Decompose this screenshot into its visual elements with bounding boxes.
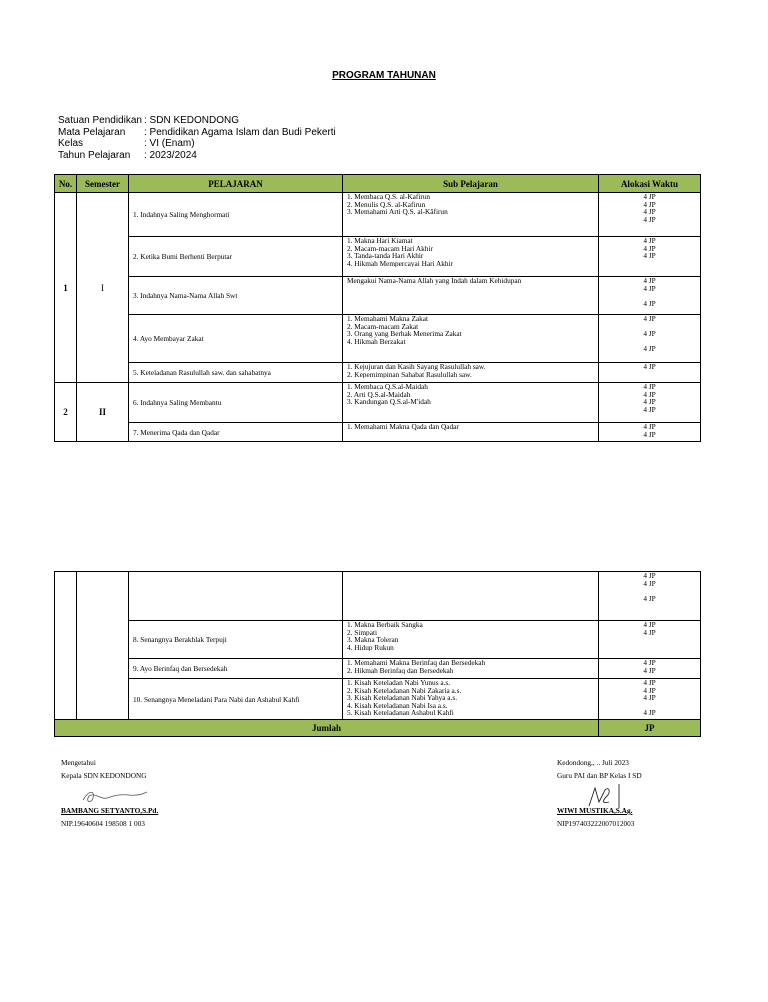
alokasi-value: 4 JP (643, 345, 656, 353)
alokasi-cell (599, 383, 701, 423)
alokasi-value: 4 JP (643, 383, 656, 391)
row-no (55, 572, 77, 720)
row-semester: I (77, 193, 129, 383)
info-value: : 2023/2024 (144, 149, 197, 161)
sub-lessons (343, 423, 599, 442)
sub-lesson: 2. Kepemimpinan Sahabat Rasulullah saw. (347, 370, 472, 379)
program-table-continued (54, 571, 701, 737)
alokasi-cell (599, 423, 701, 442)
sub-lesson: 1. Memahami Makna Zakat (347, 315, 429, 323)
alokasi-cell (599, 193, 701, 237)
total-label: Jumlah (55, 720, 599, 737)
sub-lesson: Mengakui Nama-Nama Allah yang Indah dalam Kehidupan (347, 277, 522, 285)
document-title: PROGRAM TAHUNAN (332, 70, 436, 81)
sub-lesson: 3. Memahami Arti Q.S. al-Kāfirun (347, 208, 448, 216)
alokasi-value (599, 702, 700, 710)
alokasi-cell (599, 315, 701, 363)
info-label: Tahun Pelajaran (58, 149, 131, 161)
header-semester: Semester (77, 175, 129, 193)
lesson-title: 7. Menerima Qada dan Qadar (129, 423, 343, 442)
lesson-title: 4. Ayo Membayar Zakat (129, 315, 343, 363)
signature-block-teacher (557, 756, 642, 830)
info-row (58, 115, 336, 127)
sub-lesson: 5. Kisah Keteladanan Ashabul Kahfi (347, 709, 454, 717)
alokasi-value: 4 JP (643, 277, 656, 285)
info-row (58, 138, 336, 150)
row-no: 2 (55, 383, 77, 442)
alokasi-value: 4 JP (643, 284, 656, 293)
alokasi-value: 4 JP (643, 215, 656, 224)
signature-image (79, 786, 149, 808)
table-row (55, 315, 701, 363)
sub-lessons (343, 237, 599, 277)
lesson-title: 10. Senangnya Meneladani Para Nabi dan Ashabul Kahfi (129, 679, 343, 720)
sub-lesson: 1. Kisah Keteladan Nabi Yunus a.s. (347, 679, 451, 687)
sub-lesson: 2. Macam-macam Zakat (347, 322, 419, 331)
sub-lesson: 1. Makna Hari Kiamat (347, 237, 413, 245)
alokasi-value: 4 JP (643, 659, 656, 667)
header-pelajaran: PELAJARAN (129, 175, 343, 193)
alokasi-cell (599, 621, 701, 659)
sub-lessons (343, 363, 599, 383)
info-value: : SDN KEDONDONG (144, 115, 240, 126)
alokasi-value (599, 338, 700, 346)
table-row (55, 237, 701, 277)
alokasi-value: 4 JP (643, 572, 656, 580)
info-label: Mata Pelajaran (58, 126, 126, 138)
sub-lesson: 1. Kejujuran dan Kasih Sayang Rasulullah saw. (347, 363, 486, 371)
signature-line2: Guru PAI dan BP Kelas I SD (557, 771, 642, 780)
header-alokasi-waktu: Alokasi Waktu (599, 175, 701, 193)
signatory-nip: NIP197403222007012003 (557, 819, 635, 828)
alokasi-value: 4 JP (643, 694, 656, 702)
sub-lesson: 2. Hikmah Berinfaq dan Bersedekah (347, 666, 454, 675)
lesson-title: 9. Ayo Berinfaq dan Bersedekah (129, 659, 343, 679)
signatory-name: BAMBANG SETYANTO,S.Pd. (61, 806, 159, 815)
alokasi-value: 4 JP (643, 686, 656, 695)
signatory-name: WIWI MUSTIKA,S.Ag. (557, 806, 633, 815)
alokasi-cell (599, 572, 701, 621)
sub-lesson: 3. Orang yang Berhak Menerima Zakat (347, 330, 462, 338)
sub-lesson: 3. Tanda-tanda Hari Akhir (347, 252, 424, 260)
signature-block-principal (61, 756, 158, 830)
table-row (55, 363, 701, 383)
sub-lesson: 2. Simpati (347, 628, 377, 637)
table-row (55, 383, 701, 423)
signature-line1: Kedondong,, .. Juli 2023 (557, 758, 629, 767)
alokasi-value: 4 JP (643, 679, 656, 687)
alokasi-cell (599, 277, 701, 315)
sub-lesson: 4. Kisah Keteladanan Nabi Isa a.s. (347, 701, 448, 710)
alokasi-value: 4 JP (643, 299, 656, 308)
alokasi-value: 4 JP (643, 208, 656, 216)
alokasi-value: 4 JP (643, 330, 656, 338)
signatory-nip: NIP.19640604 198508 1 003 (61, 819, 145, 828)
alokasi-value: 4 JP (643, 315, 656, 323)
alokasi-value: 4 JP (643, 579, 656, 588)
alokasi-value: 4 JP (643, 252, 656, 260)
header-sub-pelajaran: Sub Pelajaran (343, 175, 599, 193)
sub-lesson: 2. Arti Q.S.al-Maidah (347, 390, 411, 399)
lesson-title: 3. Indahnya Nama-Nama Allah Swt (129, 277, 343, 315)
header-no: No. (55, 175, 77, 193)
alokasi-value: 4 JP (643, 390, 656, 399)
row-semester (77, 572, 129, 720)
total-value: JP (599, 720, 701, 737)
lesson-title: 2. Ketika Bumi Berhenti Berputar (129, 237, 343, 277)
alokasi-value: 4 JP (643, 621, 656, 629)
lesson-title: 8. Senangnya Berakhlak Terpuji (129, 621, 343, 659)
alokasi-value: 4 JP (643, 237, 656, 245)
signature-image (583, 782, 633, 810)
sub-lessons (343, 277, 599, 315)
sub-lesson: 1. Memahami Makna Berinfaq dan Bersedekah (347, 659, 486, 667)
alokasi-value: 4 JP (643, 666, 656, 675)
sub-lesson: 2. Macam-macam Hari Akhir (347, 244, 433, 253)
sub-lessons (343, 383, 599, 423)
row-semester: II (77, 383, 129, 442)
sub-lesson: 4. Hidup Rukun (347, 643, 394, 652)
sub-lesson: 3. Makna Toleran (347, 636, 399, 644)
alokasi-value: 4 JP (643, 594, 656, 603)
total-row (55, 720, 701, 737)
sub-lesson: 1. Membaca Q.S.al-Maidah (347, 383, 428, 391)
alokasi-value: 4 JP (643, 628, 656, 637)
sub-lesson: 2. Menulis Q.S. al-Kafirun (347, 200, 426, 209)
info-value: : Pendidikan Agama Islam dan Budi Pekerti (144, 126, 336, 138)
info-row (58, 127, 336, 139)
program-table (54, 174, 701, 442)
sub-lessons (343, 572, 599, 621)
sub-lesson: 3. Kandungan Q.S.al-M'idah (347, 398, 431, 406)
alokasi-cell (599, 237, 701, 277)
sub-lesson: 1. Memahami Makna Qada dan Qadar (347, 423, 459, 431)
alokasi-cell (599, 679, 701, 720)
table-row (55, 621, 701, 659)
sub-lesson: 1. Membaca Q.S. al-Kafirun (347, 193, 431, 201)
lesson-title: 6. Indahnya Saling Membantu (129, 383, 343, 423)
alokasi-value: 4 JP (643, 423, 656, 431)
alokasi-value: 4 JP (643, 398, 656, 406)
alokasi-value: 4 JP (643, 244, 656, 253)
table-row (55, 572, 701, 621)
alokasi-value: 4 JP (643, 405, 656, 414)
sub-lessons (343, 659, 599, 679)
sub-lesson: 4. Hikmah Mempercayai Hari Akhir (347, 259, 453, 268)
sub-lesson: 1. Makna Berbaik Sangka (347, 621, 423, 629)
alokasi-value (599, 587, 700, 595)
signature-line1: Mengetahui (61, 758, 96, 767)
table-row (55, 679, 701, 720)
signature-line2: Kepala SDN KEDONDONG (61, 771, 147, 780)
lesson-title (129, 572, 343, 621)
table-row (55, 277, 701, 315)
sub-lesson: 3. Kisah Keteladanan Nabi Yahya a.s. (347, 694, 458, 702)
sub-lesson: 4. Hikmah Berzakat (347, 337, 406, 346)
alokasi-value: 4 JP (643, 430, 656, 439)
alokasi-cell (599, 659, 701, 679)
sub-lessons (343, 193, 599, 237)
lesson-title: 5. Keteladanan Rasulullah saw. dan sahabatnya (129, 363, 343, 383)
sub-lessons (343, 315, 599, 363)
table-row (55, 659, 701, 679)
table-row (55, 193, 701, 237)
alokasi-value (599, 292, 700, 300)
info-value: : VI (Enam) (144, 138, 195, 149)
info-row (58, 150, 336, 162)
sub-lesson: 2. Kisah Keteladanan Nabi Zakaria a.s. (347, 686, 462, 695)
table-header-row (55, 175, 701, 193)
sub-lessons (343, 679, 599, 720)
sub-lessons (343, 621, 599, 659)
info-block (58, 115, 336, 161)
alokasi-value: 4 JP (643, 709, 656, 717)
alokasi-value: 4 JP (643, 200, 656, 209)
info-label: Satuan Pendidikan (58, 115, 142, 126)
lesson-title: 1. Indahnya Saling Menghormati (129, 193, 343, 237)
alokasi-value: 4 JP (643, 363, 656, 371)
table-row (55, 423, 701, 442)
alokasi-value: 4 JP (643, 193, 656, 201)
row-no: 1 (55, 193, 77, 383)
info-label: Kelas (58, 138, 84, 149)
alokasi-value (599, 323, 700, 331)
alokasi-cell (599, 363, 701, 383)
